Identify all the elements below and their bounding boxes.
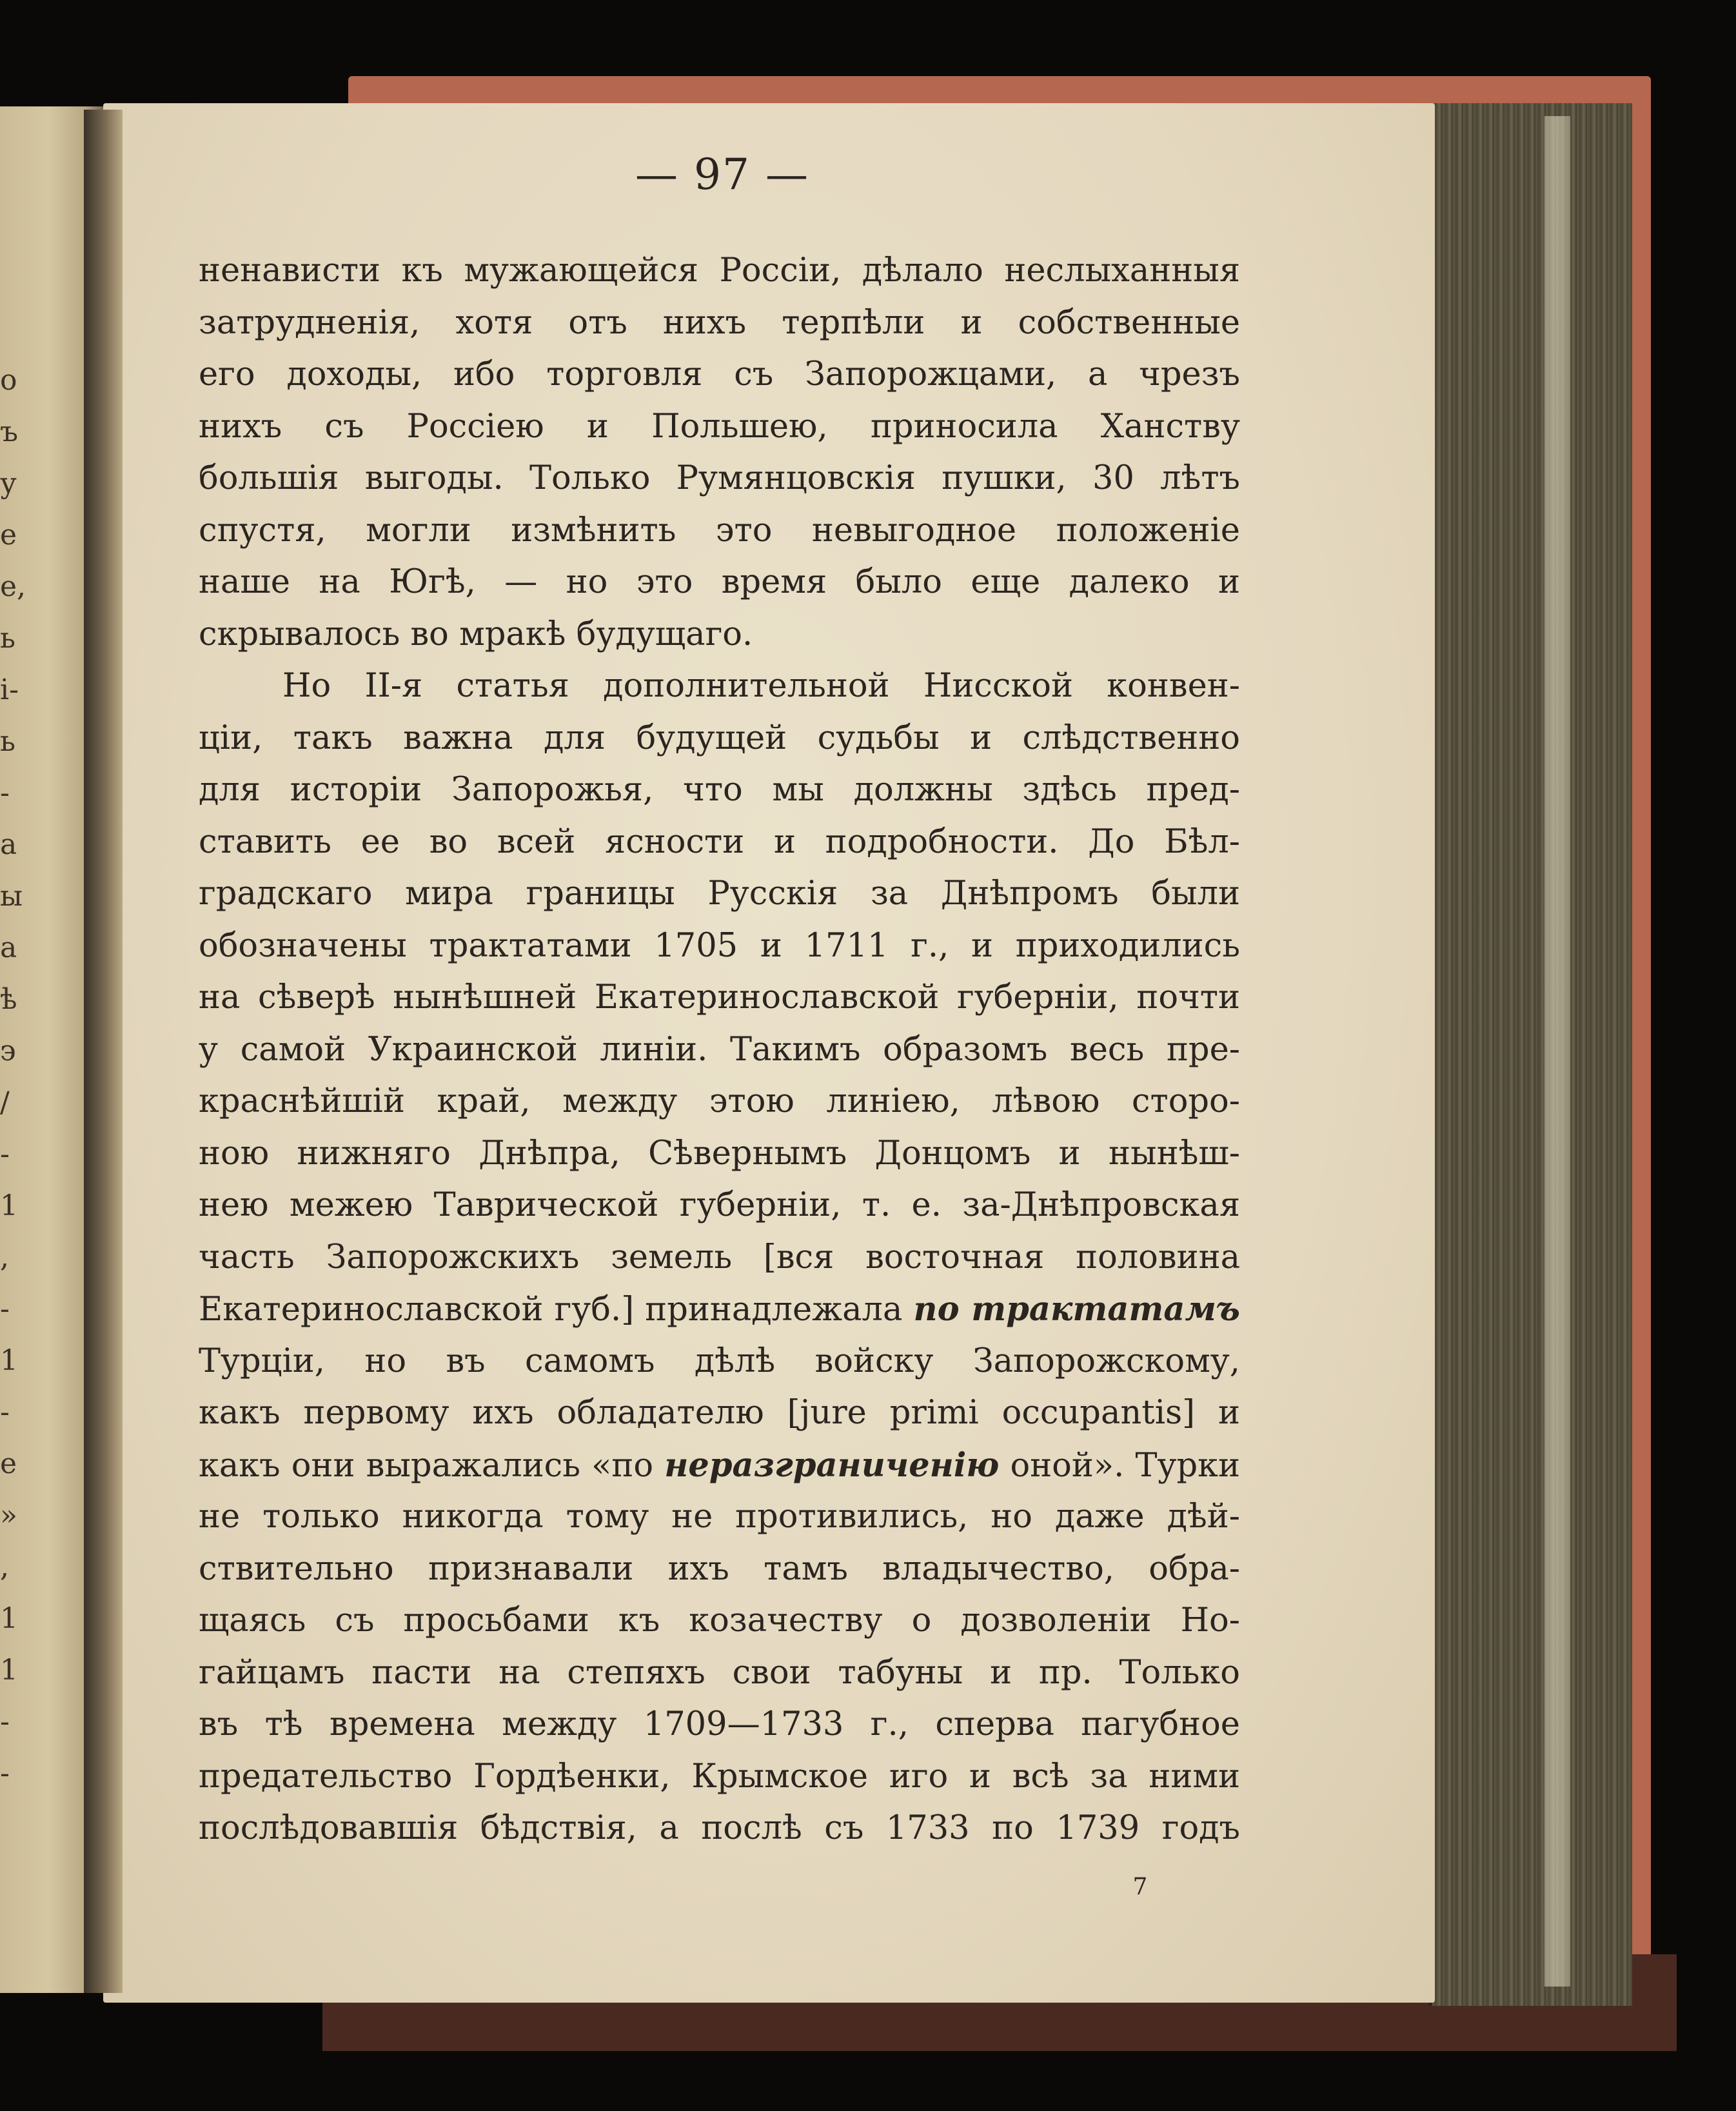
previous-page-fragment: э — [0, 1035, 16, 1067]
previous-page-fragment: у — [0, 467, 17, 500]
previous-page-fragment: » — [0, 1499, 17, 1532]
text-line: предательство Гордѣенки, Крымское иго и всѣ за ними — [199, 1757, 1240, 1796]
previous-page-fragment: ь — [0, 622, 15, 655]
text-line: ною нижняго Днѣпра, Сѣвернымъ Донцомъ и нынѣш- — [199, 1134, 1240, 1173]
previous-page-fragment: - — [0, 1293, 10, 1325]
previous-page-fragment: е, — [0, 570, 26, 603]
previous-page-fragment: , — [0, 1551, 9, 1583]
previous-page-fragment: а — [0, 828, 17, 861]
previous-page-fragment: е — [0, 1447, 17, 1480]
text-line: его доходы, ибо торговля съ Запорожцами, а чрезъ — [199, 355, 1240, 393]
text-line: послѣдовавшія бѣдствія, а послѣ съ 1733 по 1739 годъ — [199, 1809, 1240, 1847]
text-line: нею межею Таврической губерніи, т. е. за-Днѣпровская — [199, 1186, 1240, 1224]
page-stack-highlight — [1544, 116, 1570, 1987]
text-line: какъ первому ихъ обладателю [jure primi occupantis] и — [199, 1394, 1240, 1432]
text-line: ненависти къ мужающейся Россіи, дѣлало неслыханныя — [199, 252, 1240, 290]
page-stack-edge — [1428, 103, 1632, 2006]
previous-page-fragment: 1 — [0, 1189, 18, 1222]
previous-page-fragment: ѣ — [0, 983, 17, 1016]
previous-page-fragment: 1 — [0, 1344, 18, 1377]
emphasized-text: по трактатамъ — [913, 1290, 1240, 1329]
text-line: нихъ съ Россіею и Польшею, приносила Ханству — [199, 407, 1240, 446]
text-line: спустя, могли измѣнить это невыгодное положеніе — [199, 511, 1240, 550]
text-line: Но II-я статья дополнительной Нисской конвен- — [282, 667, 1240, 705]
previous-page-fragment: - — [0, 777, 10, 809]
previous-page-line-ends — [0, 355, 26, 1799]
text-run: оной». Турки — [999, 1446, 1240, 1485]
emphasized-text: неразграниченію — [664, 1445, 1000, 1485]
text-run: Екатеринославской губ.] принадлежала — [199, 1291, 914, 1329]
text-line: наше на Югѣ, — но это время было еще далеко и — [199, 563, 1240, 601]
previous-page-fragment: , — [0, 1241, 9, 1274]
text-line: щаясь съ просьбами къ козачеству о дозволеніи Но- — [199, 1601, 1240, 1640]
previous-page-fragment: ы — [0, 880, 23, 913]
text-line: въ тѣ времена между 1709—1733 г., сперва пагубное — [199, 1705, 1240, 1743]
previous-page-fragment: ь — [0, 725, 15, 758]
text-line: скрывалось во мракѣ будущаго. — [199, 615, 753, 653]
previous-page-fragment: о — [0, 364, 17, 397]
text-line: на сѣверѣ нынѣшней Екатеринославской губерніи, почти — [199, 978, 1240, 1016]
previous-page-fragment: і- — [0, 673, 19, 706]
previous-page-fragment: а — [0, 931, 17, 964]
text-line: обозначены трактатами 1705 и 1711 г., и приходились — [199, 926, 1240, 965]
text-line: большія выгоды. Только Румянцовскія пушки, 30 лѣтъ — [199, 459, 1240, 497]
text-line: затрудненія, хотя отъ нихъ терпѣли и собственные — [199, 303, 1240, 342]
text-line: ставить ее во всей ясности и подробности. До Бѣл- — [199, 822, 1240, 861]
text-line: ціи, такъ важна для будущей судьбы и слѣдственно — [199, 719, 1240, 757]
text-line — [199, 1440, 1240, 1492]
page-number: — 97 — — [635, 150, 809, 199]
previous-page-fragment: 1 — [0, 1654, 18, 1687]
text-line: ствительно признавали ихъ тамъ владычество, обра- — [199, 1549, 1240, 1588]
text-line: для исторіи Запорожья, что мы должны здѣсь пред- — [199, 771, 1240, 809]
text-line: краснѣйшій край, между этою линіею, лѣвою сторо- — [199, 1082, 1240, 1120]
text-line: Турціи, но въ самомъ дѣлѣ войску Запорожскому, — [199, 1342, 1240, 1380]
book-gutter — [84, 110, 123, 1993]
previous-page-fragment: - — [0, 1705, 10, 1738]
previous-page-fragment: ъ — [0, 415, 18, 448]
previous-page-fragment: е — [0, 519, 17, 551]
text-line: не только никогда тому не противились, но даже дѣй- — [199, 1498, 1240, 1536]
text-line — [199, 1283, 1240, 1336]
previous-page-fragment: / — [0, 1086, 10, 1119]
previous-page-fragment: - — [0, 1757, 10, 1790]
previous-page-fragment: - — [0, 1396, 10, 1429]
text-line: гайцамъ пасти на степяхъ свои табуны и пр. Только — [199, 1653, 1240, 1692]
body-text — [199, 245, 1240, 1855]
text-line: у самой Украинской линіи. Такимъ образомъ весь пре- — [199, 1030, 1240, 1069]
previous-page-fragment: 1 — [0, 1602, 18, 1635]
text-line: градскаго мира границы Русскія за Днѣпромъ были — [199, 875, 1240, 913]
text-run: какъ они выражались «по — [199, 1446, 665, 1485]
text-line: часть Запорожскихъ земель [вся восточная половина — [199, 1238, 1240, 1276]
previous-page-fragment: - — [0, 1138, 10, 1171]
signature-mark: 7 — [1132, 1874, 1148, 1900]
